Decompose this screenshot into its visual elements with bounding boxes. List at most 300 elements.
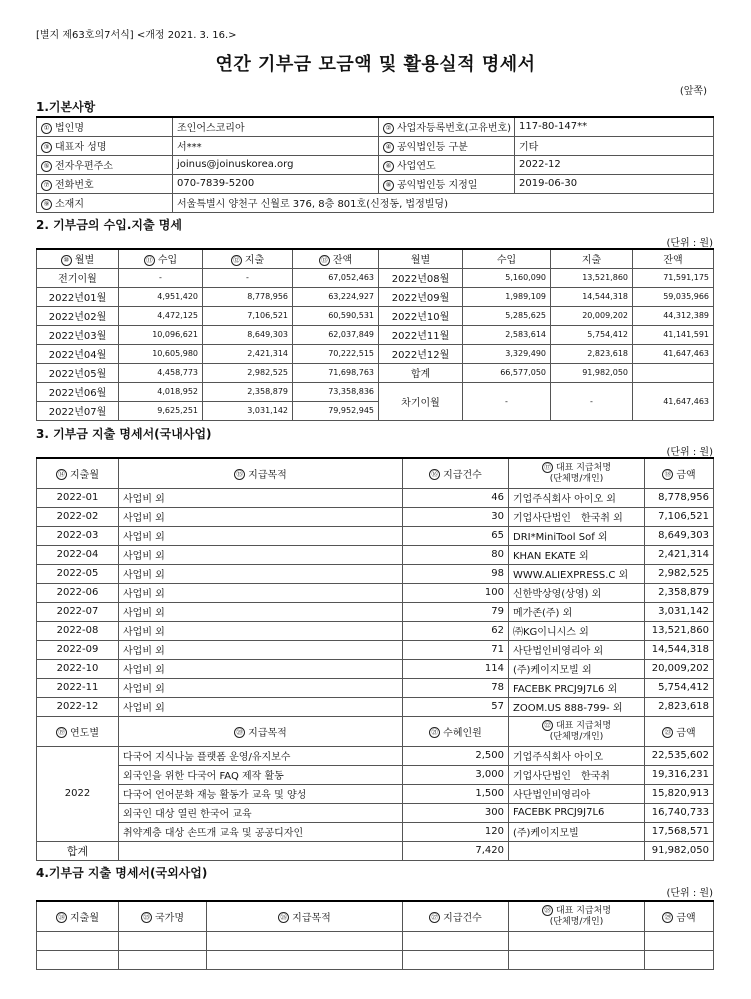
payee-cell [509,784,645,803]
month-cell [37,678,119,697]
field-value [515,174,714,193]
count-cell-text: 78 [491,682,504,693]
income-cell [119,325,203,344]
field-value-text: 070-7839-5200 [177,178,255,189]
balance-cell-text: 44,312,389 [663,311,709,320]
count-cell-text: 71 [491,644,504,655]
month-cell-text: 합계 [410,369,431,380]
balance-cell [293,287,379,306]
month-cell-text: 2022-09 [56,644,99,655]
payee-cell-text: 기업주식회사 아이오 외 [513,494,616,505]
balance-cell-text: 70,222,515 [328,349,374,358]
month-cell-text: 2022-05 [56,568,99,579]
payee-cell-text: 신한박상영(상영) 외 [513,589,602,600]
income-cell [463,325,551,344]
month-cell-text: 2022-06 [56,587,99,598]
table-row [37,268,714,287]
balance-cell [633,344,714,363]
expense-cell-text: 2,421,314 [247,349,288,358]
amount-cell [645,488,714,507]
beneficiary-count-cell-text: 2,500 [475,750,504,761]
income-cell [119,306,203,325]
purpose-cell-text: 사업비 외 [123,570,165,581]
balance-cell-text: 41,647,463 [663,349,709,358]
income-cell-text: 10,096,621 [152,330,198,339]
total-amount-cell-text: 91,982,050 [651,845,709,856]
table-row [37,193,714,212]
section4-unit: (단위 : 원) [666,888,713,899]
amount-cell [645,659,714,678]
field-label-text: 공익법인등 구분 [397,142,468,153]
count-cell [403,621,509,640]
column-header [645,716,714,746]
field-label [37,193,173,212]
table-row [37,697,714,716]
purpose-cell [119,784,403,803]
count-cell [403,564,509,583]
payee-cell-text: KHAN EKATE 외 [513,551,589,562]
amount-cell [645,697,714,716]
field-value-text: 2019-06-30 [519,178,578,189]
empty-cell [509,950,645,969]
balance-cell-text: 63,224,927 [328,292,374,301]
section4-title: 4.기부금 지출 명세서(국외사업) [36,866,208,880]
purpose-cell-text: 사업비 외 [123,532,165,543]
amount-cell-text: 2,982,525 [658,568,709,579]
payee-cell-text: 사단법인비영리아 [513,790,591,801]
month-cell [37,697,119,716]
payee-cell [509,621,645,640]
purpose-cell [119,545,403,564]
month-cell [37,401,119,420]
total-count-cell [403,841,509,860]
expense-cell [551,268,633,287]
field-value [515,117,714,136]
field-label [37,174,173,193]
field-label-text: 전자우편주소 [55,161,113,172]
balance-cell [633,268,714,287]
amount-cell-text: 16,740,733 [651,807,709,818]
balance-cell [293,401,379,420]
empty-cell [37,950,119,969]
balance-cell [633,306,714,325]
month-cell [37,306,119,325]
form-number-note: [별지 제63호의7서식] <개정 2021. 3. 16.> [36,30,237,41]
month-cell-text: 전기이월 [58,274,97,285]
month-cell-text: 2022년07월 [48,407,107,418]
column-header [119,716,403,746]
field-label-text: 사업자등록번호(고유번호) [397,123,512,135]
payee-cell [509,602,645,621]
empty-cell [509,931,645,950]
beneficiary-count-cell-text: 300 [484,807,504,818]
payee-cell [509,822,645,841]
column-header-text: 지급목적 [292,912,331,924]
purpose-cell-text: 외국인을 위한 다국어 FAQ 제작 활동 [123,771,284,782]
income-cell-text: 5,160,090 [505,273,546,282]
month-cell [379,363,463,382]
column-header-text: 잔액 [663,255,683,267]
month-cell-text: 2022년03월 [48,331,107,342]
table-row [37,659,714,678]
month-cell [37,507,119,526]
month-cell [37,583,119,602]
expense-cell [203,306,293,325]
purpose-cell-text: 사업비 외 [123,608,165,619]
table-row [37,602,714,621]
empty-cell [645,950,714,969]
section2-unit: (단위 : 원) [666,238,713,249]
expense-cell [551,287,633,306]
payee-cell [509,803,645,822]
field-value-text: 기타 [519,142,539,153]
income-cell [119,382,203,401]
table-row [37,640,714,659]
expense-cell-text: 91,982,050 [582,368,628,377]
purpose-cell-text: 취약계층 대상 손뜨개 교육 및 공공디자인 [123,828,304,839]
column-header-text: 지출 [244,255,265,267]
column-header-text: 잔액 [332,255,353,267]
amount-cell [645,564,714,583]
column-header [119,249,203,268]
circled-number: ⑰ [542,462,553,473]
expense-cell [551,363,633,382]
field-label [37,136,173,155]
field-value-text: joinus@joinuskorea.org [177,159,294,170]
amount-cell-text: 7,106,521 [658,511,709,522]
purpose-cell [119,765,403,784]
month-cell [379,344,463,363]
payee-cell [509,659,645,678]
count-cell [403,602,509,621]
section2-title: 2. 기부금의 수입.지출 명세 [36,218,182,232]
table-row [37,931,714,950]
balance-cell [633,287,714,306]
circled-number: ㉙ [662,912,673,923]
payee-cell-text: 사단법인비영리아 외 [513,646,604,657]
count-cell-text: 80 [491,549,504,560]
column-header [119,901,207,931]
expense-cell [551,306,633,325]
column-header [509,716,645,746]
overseas-expense-table [36,900,714,970]
month-cell-text: 2022-08 [56,625,99,636]
amount-cell [645,746,714,765]
amount-cell [645,621,714,640]
month-cell-text: 2022-02 [56,511,99,522]
circled-number: ⑧ [383,180,394,191]
field-value [515,136,714,155]
domestic-expense-table [36,457,714,861]
table-row [37,621,714,640]
count-cell-text: 100 [484,587,504,598]
month-cell [379,268,463,287]
month-cell-text: 2022-12 [56,701,99,712]
balance-cell-text: 41,141,591 [663,330,709,339]
amount-cell-text: 8,778,956 [658,492,709,503]
payee-cell [509,746,645,765]
circled-number: ⑲ [56,727,67,738]
column-header-text: 금액 [676,912,696,924]
circled-number: ⑪ [144,255,155,266]
purpose-cell [119,526,403,545]
purpose-cell [119,746,403,765]
table-row [37,287,714,306]
beneficiary-count-cell [403,784,509,803]
purpose-cell-text: 사업비 외 [123,513,165,524]
balance-cell-text: 41,647,463 [663,396,709,406]
balance-cell-text: 71,698,763 [328,368,374,377]
income-cell [463,344,551,363]
purpose-cell [119,488,403,507]
circled-number: ㉒ [542,720,553,731]
column-header-text: 수혜인원 [443,727,482,739]
count-cell-text: 98 [491,568,504,579]
month-cell [37,287,119,306]
income-cell-text: 4,018,952 [157,387,198,396]
field-label-text: 법인명 [55,123,84,135]
purpose-cell-text: 사업비 외 [123,551,165,562]
carryover-label [379,382,463,420]
table-row [37,803,714,822]
expense-cell [203,268,293,287]
count-cell [403,526,509,545]
income-expense-table [36,248,714,421]
column-header [403,901,509,931]
column-header-text: 대표 지급처명 [555,462,612,473]
payee-cell-text: 기업사단법인 한국취 [513,771,610,782]
count-cell-text: 46 [491,492,504,503]
column-header-subtext: (단체명/개인) [549,473,604,484]
month-cell-text: 2022년05월 [48,369,107,380]
column-header [37,901,119,931]
table-row [37,545,714,564]
empty-cell [119,841,403,860]
circled-number: ㉕ [141,912,152,923]
amount-cell [645,583,714,602]
month-cell-text: 2022-03 [56,530,99,541]
amount-cell-text: 19,316,231 [651,769,709,780]
count-cell [403,678,509,697]
address-value-text: 서울특별시 양천구 신월로 376, 8층 801호(신정동, 법정빌딩) [177,199,448,210]
table-row [37,765,714,784]
balance-cell [293,382,379,401]
balance-cell-text: 73,358,836 [328,387,374,396]
field-label [379,117,515,136]
expense-cell [203,344,293,363]
amount-cell [645,765,714,784]
payee-cell [509,526,645,545]
month-cell-text: 2022-10 [56,663,99,674]
payee-cell-text: FACEBK PRCJ9J7L6 [513,807,605,818]
month-cell-text: 2022-04 [56,549,99,560]
table-row [37,784,714,803]
income-cell [463,382,551,420]
income-cell-text: 3,329,490 [505,349,546,358]
section3-title: 3. 기부금 지출 명세서(국내사업) [36,427,212,441]
field-value [173,155,379,174]
amount-cell [645,822,714,841]
expense-cell-text: 13,521,860 [582,273,628,282]
column-header [403,458,509,488]
field-label-text: 소재지 [55,199,84,210]
column-header [645,901,714,931]
column-header-text: 월별 [74,255,95,267]
payee-cell-text: (주)케이지모빌 [513,828,579,839]
purpose-cell-text: 사업비 외 [123,589,165,600]
income-cell [463,287,551,306]
income-cell-text: - [159,273,162,282]
column-header [379,249,463,268]
circled-number: ⑥ [383,161,394,172]
month-cell-text: 2022년01월 [48,293,107,304]
month-cell-text: 2022년12월 [391,350,450,361]
circled-number: ㉗ [429,912,440,923]
balance-cell [633,382,714,420]
month-cell [379,325,463,344]
expense-cell-text: 20,009,202 [582,311,628,320]
column-header [119,458,403,488]
month-cell-text: 2022년11월 [391,331,450,342]
column-header [463,249,551,268]
payee-cell-text: WWW.ALIEXPRESS.C 외 [513,570,629,581]
beneficiary-count-cell [403,803,509,822]
column-header [645,458,714,488]
balance-cell [293,306,379,325]
count-cell [403,659,509,678]
month-cell-text: 2022년09월 [391,293,450,304]
empty-cell [119,950,207,969]
month-cell-text: 2022년02월 [48,312,107,323]
month-cell-text: 2022-01 [56,492,99,503]
column-header-text: 대표 지급처명 [555,905,612,916]
table-row [37,526,714,545]
field-value [173,117,379,136]
table-row [37,174,714,193]
payee-cell-text: FACEBK PRCJ9J7L6 외 [513,684,618,695]
column-header-text: 수입 [157,255,178,267]
payee-cell [509,640,645,659]
expense-cell [551,344,633,363]
table-row [37,325,714,344]
table-row [37,564,714,583]
purpose-cell-text: 사업비 외 [123,627,165,638]
total-label [37,841,119,860]
month-cell-text: 2022년08월 [391,274,450,285]
circled-number: ⑦ [41,180,52,191]
circled-number: ⑭ [56,469,67,480]
amount-cell [645,526,714,545]
payee-cell [509,583,645,602]
payee-cell [509,564,645,583]
income-cell-text: 4,458,773 [157,368,198,377]
purpose-cell [119,697,403,716]
amount-cell-text: 14,544,318 [651,644,709,655]
field-label-text: 전화번호 [55,180,94,191]
income-cell [119,344,203,363]
year-cell [37,746,119,841]
balance-cell-text: 62,037,849 [328,330,374,339]
purpose-cell [119,640,403,659]
expense-cell [551,325,633,344]
purpose-cell-text: 다국어 지식나눔 플랫폼 운영/유지보수 [123,752,291,763]
table-row [37,583,714,602]
month-cell [37,564,119,583]
expense-cell-text: 2,358,879 [247,387,288,396]
income-cell-text: - [505,396,508,406]
count-cell-text: 65 [491,530,504,541]
empty-cell [37,931,119,950]
expense-cell [203,325,293,344]
amount-cell-text: 15,820,913 [651,788,709,799]
table-row [37,507,714,526]
circled-number: ④ [383,142,394,153]
table-row [37,678,714,697]
balance-cell-text: 60,590,531 [328,311,374,320]
year-cell-text: 2022 [64,788,91,799]
balance-cell [633,363,714,382]
column-header [551,249,633,268]
month-cell-text: 2022년06월 [48,388,107,399]
column-header-text: 지급건수 [443,469,482,481]
column-header [293,249,379,268]
column-header-text: 대표 지급처명 [555,720,612,731]
income-cell [463,268,551,287]
column-header [403,716,509,746]
field-value-text: 2022-12 [519,159,561,170]
beneficiary-count-cell [403,822,509,841]
empty-cell [509,841,645,860]
month-cell [379,306,463,325]
payee-cell-text: 메가존(주) 외 [513,608,573,619]
circled-number: ⑤ [41,161,52,172]
empty-cell [403,950,509,969]
expense-cell [203,401,293,420]
table-row [37,746,714,765]
circled-number: ⑯ [429,469,440,480]
amount-cell-text: 20,009,202 [651,663,709,674]
purpose-cell-text: 사업비 외 [123,703,165,714]
column-header [37,249,119,268]
beneficiary-count-cell-text: 120 [484,826,504,837]
amount-cell-text: 3,031,142 [658,606,709,617]
amount-cell [645,507,714,526]
purpose-cell [119,507,403,526]
column-header [203,249,293,268]
circled-number: ⑫ [231,255,242,266]
purpose-cell [119,583,403,602]
month-cell-text: 2022년04월 [48,350,107,361]
field-label [37,155,173,174]
purpose-cell-text: 사업비 외 [123,494,165,505]
amount-cell-text: 2,358,879 [658,587,709,598]
header-row [37,901,714,931]
table-row [37,155,714,174]
expense-cell-text: 5,754,412 [587,330,628,339]
purpose-cell-text: 사업비 외 [123,665,165,676]
count-cell-text: 30 [491,511,504,522]
count-cell [403,545,509,564]
balance-cell-text: 67,052,463 [328,273,374,282]
column-header [207,901,403,931]
month-cell [37,602,119,621]
column-header [37,458,119,488]
count-cell [403,488,509,507]
circled-number: ② [383,123,394,134]
amount-cell-text: 13,521,860 [651,625,709,636]
table-row [37,136,714,155]
expense-cell-text: 8,649,303 [247,330,288,339]
